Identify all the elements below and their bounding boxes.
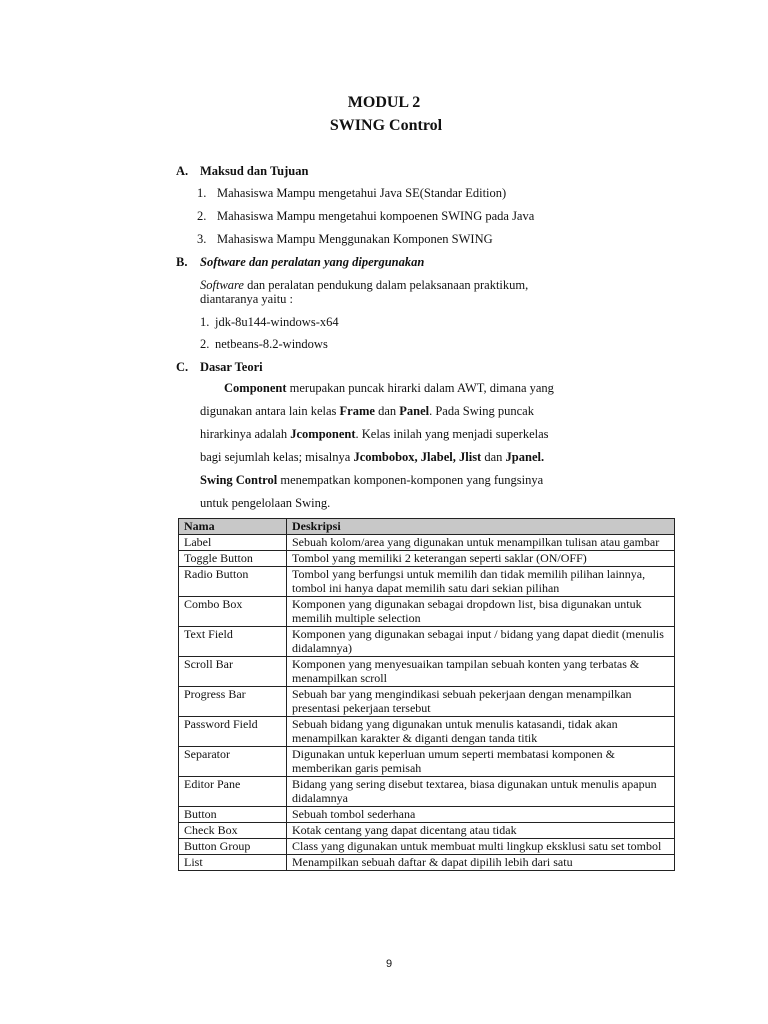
list-item xyxy=(197,232,493,247)
table-row xyxy=(179,807,675,823)
software-intro-text: dan peralatan pendukung dalam pelaksanaan praktikum, diantaranya yaitu : xyxy=(200,278,529,306)
component-name-cell: Separator xyxy=(179,747,287,777)
component-description-cell: Bidang yang sering disebut textarea, biasa digunakan untuk menulis apapun didalamnya xyxy=(287,777,675,807)
swing-component-table xyxy=(178,518,675,871)
component-name-cell: Progress Bar xyxy=(179,687,287,717)
table-row xyxy=(179,551,675,567)
component-description-cell: Tombol yang berfungsi untuk memilih dan tidak memilih pilihan lainnya, tombol ini hanya dapat memilih satu dari sekian pilihan xyxy=(287,567,675,597)
page-number: 9 xyxy=(385,958,393,970)
component-description-cell: Sebuah kolom/area yang digunakan untuk menampilkan tulisan atau gambar xyxy=(287,535,675,551)
component-description-cell: Komponen yang digunakan sebagai input / bidang yang dapat diedit (menulis didalamnya) xyxy=(287,627,675,657)
theory-line xyxy=(200,404,600,419)
section-c-letter: C. xyxy=(176,360,189,374)
list-item-text: Mahasiswa Mampu Menggunakan Komponen SWING xyxy=(217,232,493,246)
list-item-number: 2. xyxy=(200,337,210,351)
component-name-cell: Radio Button xyxy=(179,567,287,597)
component-name-cell: Label xyxy=(179,535,287,551)
component-description-cell: Menampilkan sebuah daftar & dapat dipilih lebih dari satu xyxy=(287,855,675,871)
component-description-cell: Class yang digunakan untuk membuat multi lingkup eksklusi satu set tombol xyxy=(287,839,675,855)
theory-line xyxy=(200,450,600,465)
table-row xyxy=(179,567,675,597)
section-b-letter: B. xyxy=(176,255,188,269)
table-row xyxy=(179,855,675,871)
module-title: MODUL 2 xyxy=(347,94,421,111)
theory-text: . Kelas inilah yang menjadi superkelas xyxy=(355,427,549,441)
list-item xyxy=(200,315,339,330)
section-c-title: Dasar Teori xyxy=(200,360,263,374)
theory-text: bagi sejumlah kelas; misalnya xyxy=(200,450,354,464)
theory-bold-term: Component xyxy=(224,381,287,395)
theory-text: digunakan antara lain kelas xyxy=(200,404,340,418)
theory-bold-term: Jcombobox, Jlabel, Jlist xyxy=(353,450,482,464)
component-name-cell: List xyxy=(179,855,287,871)
component-name-cell: Check Box xyxy=(179,823,287,839)
table-row xyxy=(179,535,675,551)
theory-line xyxy=(200,473,600,488)
component-description-cell: Komponen yang menyesuaikan tampilan sebuah konten yang terbatas & menampilkan scroll xyxy=(287,657,675,687)
component-description-cell: Sebuah tombol sederhana xyxy=(287,807,675,823)
theory-text: dan xyxy=(481,450,506,464)
section-a-letter: A. xyxy=(176,164,189,178)
table-row xyxy=(179,747,675,777)
table-row xyxy=(179,687,675,717)
component-name-cell: Button xyxy=(179,807,287,823)
component-name-cell: Toggle Button xyxy=(179,551,287,567)
list-item-number: 1. xyxy=(197,186,207,200)
component-name-cell: Scroll Bar xyxy=(179,657,287,687)
theory-text: . Pada Swing puncak xyxy=(429,404,534,418)
theory-line xyxy=(200,427,600,442)
theory-bold-term: Swing Control xyxy=(200,473,278,487)
section-b-heading xyxy=(176,255,424,270)
list-item-text: netbeans-8.2-windows xyxy=(215,337,328,351)
table-row xyxy=(179,777,675,807)
section-a-title: Maksud dan Tujuan xyxy=(200,164,309,178)
theory-text: merupakan puncak hirarki dalam AWT, dimana yang xyxy=(286,381,554,395)
table-row xyxy=(179,657,675,687)
component-name-cell: Button Group xyxy=(179,839,287,855)
software-intro xyxy=(200,278,580,306)
component-name-cell: Combo Box xyxy=(179,597,287,627)
component-description-cell: Digunakan untuk keperluan umum seperti membatasi komponen & memberikan garis pemisah xyxy=(287,747,675,777)
theory-text: hirarkinya adalah xyxy=(200,427,291,441)
table-body xyxy=(179,535,675,871)
theory-bold-term: Jcomponent xyxy=(290,427,356,441)
list-item xyxy=(197,209,534,224)
theory-text: menempatkan komponen-komponen yang fungsinya xyxy=(277,473,544,487)
section-b-title: Software dan peralatan yang dipergunakan xyxy=(200,255,425,269)
component-name-cell: Text Field xyxy=(179,627,287,657)
theory-line xyxy=(200,496,600,511)
list-item-number: 1. xyxy=(200,315,210,329)
component-name-cell: Editor Pane xyxy=(179,777,287,807)
module-subtitle: SWING Control xyxy=(329,117,443,134)
list-item-text: Mahasiswa Mampu mengetahui kompoenen SWING pada Java xyxy=(217,209,535,223)
list-item-number: 2. xyxy=(197,209,207,223)
theory-bold-term: Frame xyxy=(339,404,375,418)
table-row xyxy=(179,597,675,627)
theory-line xyxy=(200,381,624,396)
theory-text: untuk pengelolaan Swing. xyxy=(200,496,331,510)
theory-text: dan xyxy=(374,404,400,418)
theory-bold-term: Panel xyxy=(399,404,430,418)
component-description-cell: Sebuah bar yang mengindikasi sebuah pekerjaan dengan menampilkan presentasi pekerjaan tersebut xyxy=(287,687,675,717)
component-description-cell: Kotak centang yang dapat dicentang atau tidak xyxy=(287,823,675,839)
table-row xyxy=(179,717,675,747)
header-description: Deskripsi xyxy=(287,519,675,535)
software-intro-italic: Software xyxy=(200,278,244,292)
table-row xyxy=(179,627,675,657)
section-a-heading xyxy=(176,164,308,179)
header-name: Nama xyxy=(179,519,287,535)
component-description-cell: Sebuah bidang yang digunakan untuk menulis katasandi, tidak akan menampilkan karakter & diganti dengan tanda titik xyxy=(287,717,675,747)
theory-bold-term: Jpanel. xyxy=(505,450,545,464)
component-name-cell: Password Field xyxy=(179,717,287,747)
list-item xyxy=(200,337,328,352)
table-row xyxy=(179,823,675,839)
table-header-row xyxy=(179,519,675,535)
component-description-cell: Komponen yang digunakan sebagai dropdown list, bisa digunakan untuk memilih multiple selection xyxy=(287,597,675,627)
list-item-text: Mahasiswa Mampu mengetahui Java SE(Standar Edition) xyxy=(217,186,507,200)
list-item xyxy=(197,186,506,201)
component-description-cell: Tombol yang memiliki 2 keterangan seperti saklar (ON/OFF) xyxy=(287,551,675,567)
list-item-text: jdk-8u144-windows-x64 xyxy=(215,315,339,329)
table-row xyxy=(179,839,675,855)
list-item-number: 3. xyxy=(197,232,207,246)
section-c-heading xyxy=(176,360,263,375)
